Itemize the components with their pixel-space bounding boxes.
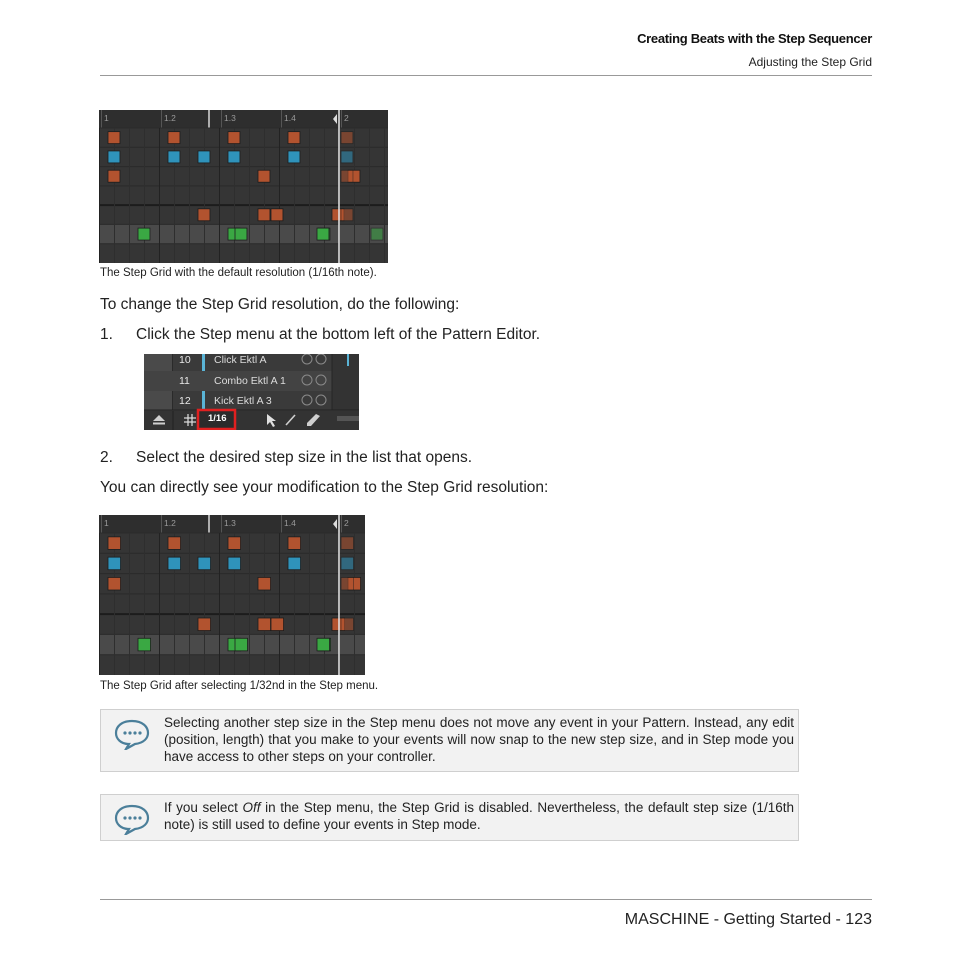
step-event [198,209,210,221]
speech-bubble-icon [113,803,151,835]
pattern-editor-screenshot [144,354,359,430]
step-2-number: 2. [100,449,113,466]
speech-bubble-icon [113,718,151,750]
sound-row-name: Click Ektl A [214,354,267,366]
ruler-marker: 1.2 [164,113,176,123]
figure-1-caption: The Step Grid with the default resolution (1/16th note). [100,267,377,279]
step-event [317,638,330,651]
ruler-marker: 1 [104,113,109,123]
step-event [235,228,247,240]
result-text: You can directly see your modification to the Step Grid resolution: [100,479,549,496]
sound-row-number: 10 [179,354,191,366]
note-2-text: If you select Off in the Step menu, the Step Grid is disabled. Nevertheless, the default step size (1/16th note) is still used to define your events in Step mode. [164,800,794,832]
step-grid-figure-2 [99,515,365,675]
step-event [341,170,353,182]
step-event [108,132,120,144]
section-subtitle: Adjusting the Step Grid [748,55,872,69]
step-1-text: Click the Step menu at the bottom left of the Pattern Editor. [136,326,541,343]
step-grid-2 [99,515,365,675]
ruler-marker: 1.3 [224,113,236,123]
sound-row-number: 12 [179,395,191,407]
step-event [341,209,353,221]
step-event [168,132,180,144]
step-event [258,170,270,182]
step-event [341,557,354,570]
step-event [271,618,284,631]
row-knobs [302,354,326,405]
step-event [108,577,121,590]
footer-divider [100,899,872,900]
step-event [228,537,241,550]
step-grid-figure-1 [99,110,388,263]
figure-2-caption: The Step Grid after selecting 1/32nd in the Step menu. [100,680,379,692]
intro-text: To change the Step Grid resolution, do the following: [100,296,460,313]
step-event [108,537,121,550]
sound-row-number: 11 [179,375,190,387]
sound-row-name: Combo Ektl A 1 [214,375,286,387]
step-event [341,132,353,144]
ruler-marker: 1.4 [284,113,296,123]
step-event [288,537,301,550]
step-event [271,209,283,221]
step-event [138,228,150,240]
ruler-marker: 1.4 [284,518,296,528]
step-event [288,132,300,144]
step-event [198,151,210,163]
sound-row-name: Kick Ektl A 3 [214,395,272,407]
step-1-number: 1. [100,326,113,343]
step-event [258,618,271,631]
step-event [168,557,181,570]
step-event [371,228,383,240]
step-event [341,577,354,590]
header-divider [100,75,872,76]
step-event [258,209,270,221]
step-event [198,557,211,570]
note-1-text: Selecting another step size in the Step menu does not move any event in your Pattern. Instead, any edit (position, length) that you make to your events will now snap to the new step size, and in Step mode you have access to other steps on your controller. [164,715,794,764]
pattern-editor-controls [144,354,359,430]
step-event [341,618,354,631]
step-event [288,557,301,570]
step-event [138,638,151,651]
step-event [288,151,300,163]
note-box-2 [100,794,799,841]
step-event [198,618,211,631]
step-menu-value[interactable]: 1/16 [208,413,227,424]
step-event [228,557,241,570]
step-event [168,537,181,550]
ruler-marker: 2 [344,113,349,123]
ruler-marker: 1 [104,518,109,528]
step-event [108,557,121,570]
step-event [317,228,329,240]
ruler-marker: 2 [344,518,349,528]
step-event [168,151,180,163]
step-event [228,132,240,144]
chapter-title: Creating Beats with the Step Sequencer [637,31,872,46]
step-event [341,537,354,550]
step-event [341,151,353,163]
ruler-marker: 1.3 [224,518,236,528]
step-event [108,151,120,163]
scroll-bar[interactable] [337,416,359,421]
step-event [258,577,271,590]
note-box-1 [100,709,799,772]
step-event [228,151,240,163]
step-grid-1 [99,110,388,263]
step-event [235,638,248,651]
step-2-text: Select the desired step size in the list that opens. [136,449,473,466]
page-footer: MASCHINE - Getting Started - 123 [624,911,872,928]
step-event [108,170,120,182]
ruler-marker: 1.2 [164,518,176,528]
